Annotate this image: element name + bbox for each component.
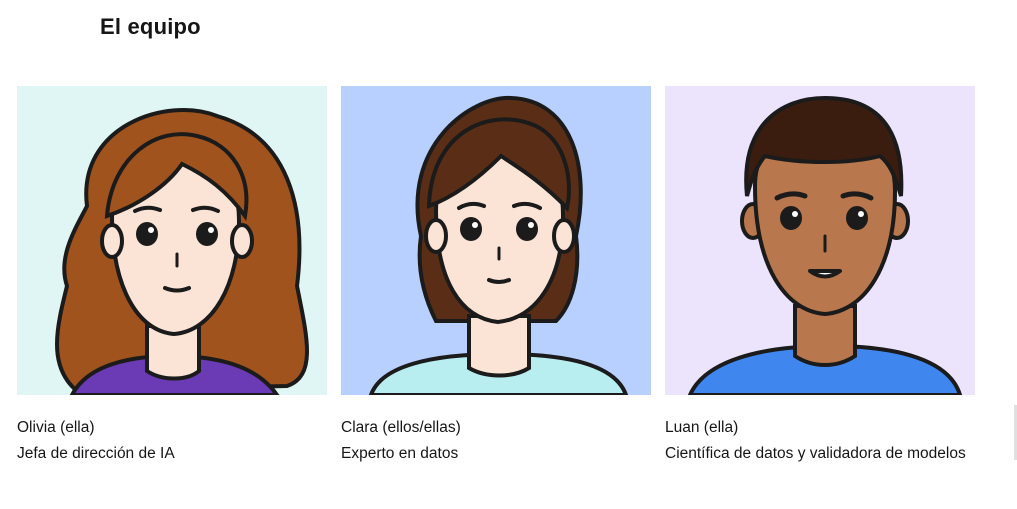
person-dark-short-hair-avatar-icon [665,86,975,395]
member-role: Científica de datos y validadora de modelos [665,445,966,462]
member-role: Jefa de dirección de IA [17,445,175,462]
person-short-brown-hair-avatar-icon [341,86,651,395]
team-member-card-clara [341,86,651,467]
member-name: Olivia (ella) [17,419,95,436]
member-name: Clara (ellos/ellas) [341,419,461,436]
member-name: Luan (ella) [665,419,739,436]
section-title: El equipo [100,14,201,39]
team-member-card-olivia [17,86,327,467]
member-role: Experto en datos [341,445,459,462]
woman-long-brown-hair-avatar-icon [17,86,327,395]
team-member-card-luan [665,86,975,467]
